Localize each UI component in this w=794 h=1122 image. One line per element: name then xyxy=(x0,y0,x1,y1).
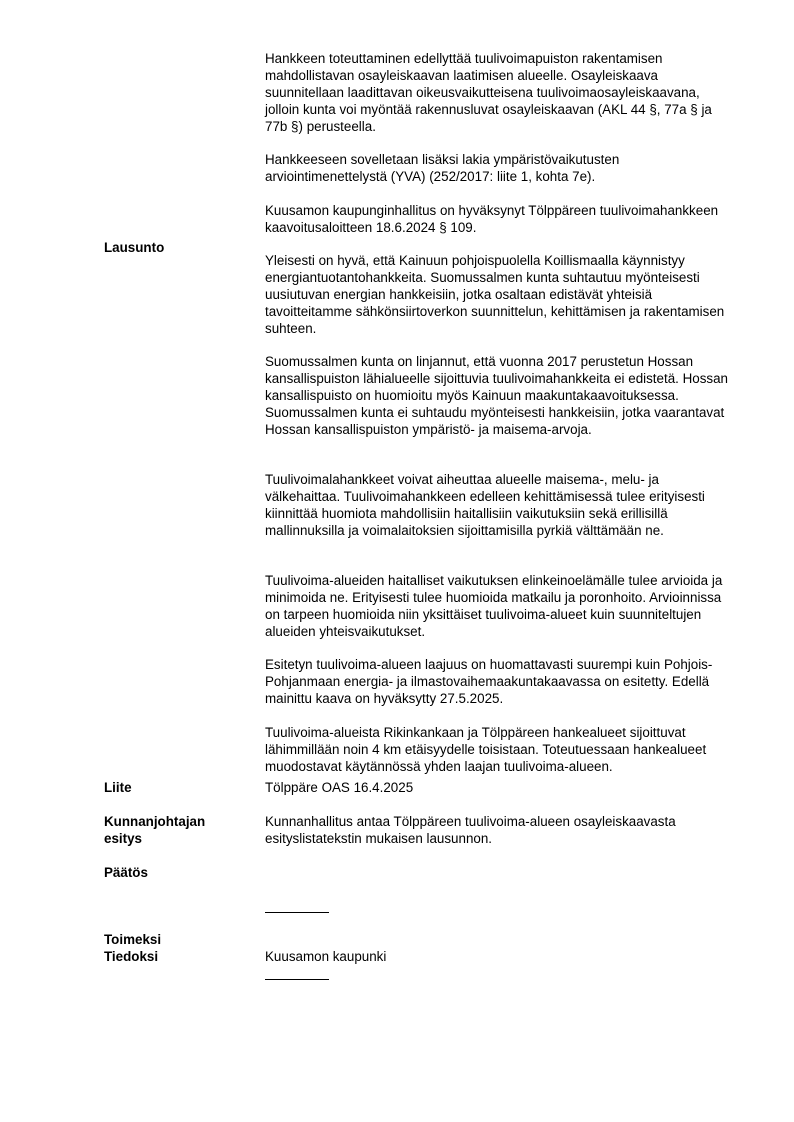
esitys-value: Kunnanhallitus antaa Tölppäreen tuulivoima-alueen osayleiskaavasta esityslistatekstin mukaisen lausunnon. xyxy=(265,814,676,846)
lausunto-paragraph-5: Esitetyn tuulivoima-alueen laajuus on huomattavasti suurempi kuin Pohjois-Pohjanmaan energia- ja ilmastovaihemaakuntakaavassa on esitetty. Edellä mainittu kaava on hyväksytty 27.5.2025. xyxy=(265,657,713,706)
lausunto-paragraph-6: Tuulivoima-alueista Rikinkankaan ja Tölppäreen hankealueet sijoittuvat lähimmillään noin 4 km etäisyydelle toisistaan. Toteutuessaan hankealueet muodostavat käytännössä yhden laajan tuulivoima-alueen. xyxy=(265,725,707,774)
toimeksi-label: Toimeksi xyxy=(104,932,162,947)
tiedoksi-value: Kuusamon kaupunki xyxy=(265,949,387,964)
liite-value: Tölppäre OAS 16.4.2025 xyxy=(265,780,414,795)
paatos-divider xyxy=(265,912,329,913)
paatos-label: Päätös xyxy=(104,865,148,880)
esitys-label: Kunnanjohtajan esitys xyxy=(104,814,206,846)
lausunto-paragraph-1: Yleisesti on hyvä, että Kainuun pohjoispuolella Koillismaalla käynnistyy energiantuotantohankkeita. Suomussalmen kunta suhtautuu myönteisesti uusiutuvan energian hankkeisiin, jotka osaltaan edistävät yhteisiä tavoitteitamme sähkönsiirtoverkon suunnittelun, kehittämisen ja rakentamisen suhteen. xyxy=(265,253,725,336)
intro-paragraph-1: Hankkeen toteuttaminen edellyttää tuulivoimapuiston rakentamisen mahdollistavan osayleiskaavan laatimisen alueelle. Osayleiskaava suunnitellaan laadittavan oikeusvaikutteisena tuulivoimaosayleiskaavana, jolloin kunta voi myöntää rakennusluvat osayleiskaavan (AKL 44 §, 77a § ja 77b §) perusteella. xyxy=(265,51,712,134)
intro-paragraph-2: Hankkeeseen sovelletaan lisäksi lakia ympäristövaikutusten arviointimenettelystä (YVA) (252/2017: liite 1, kohta 7e). xyxy=(265,152,620,185)
lausunto-label: Lausunto xyxy=(104,240,165,255)
tiedoksi-label: Tiedoksi xyxy=(104,949,159,964)
lausunto-paragraph-3: Tuulivoimalahankkeet voivat aiheuttaa alueelle maisema-, melu- ja välkehaittaa. Tuulivoimahankkeen edelleen kehittämisessä tulee erityisesti kiinnittää huomiota mahdollisiin haitallisiin vaikutuksiin sekä erillisillä mallinnuksilla ja voimalaitoksien sijoittamisilla pyrkiä välttämään ne. xyxy=(265,472,705,538)
liite-label: Liite xyxy=(104,780,132,795)
lausunto-paragraph-2: Suomussalmen kunta on linjannut, että vuonna 2017 perustetun Hossan kansallispuiston lähialueelle sijoittuvia tuulivoimahankkeita ei edistetä. Hossan kansallispuisto on huomioitu myös Kainuun maakuntakaavoituksessa. Suomussalmen kunta ei suhtaudu myönteisesti hankkeisiin, jotka vaarantavat Hossan kansallispuiston ympäristö- ja maisema-arvoja. xyxy=(265,354,728,437)
intro-paragraph-3: Kuusamon kaupunginhallitus on hyväksynyt Tölppäreen tuulivoimahankkeen kaavoitusaloitteen 18.6.2024 § 109. xyxy=(265,203,719,236)
lausunto-paragraph-4: Tuulivoima-alueiden haitalliset vaikutuksen elinkeinoelämälle tulee arvioida ja minimoida ne. Erityisesti tulee huomioida matkailu ja poronhoito. Arvioinnissa on tarpeen huomioida niin yksittäiset tuulivoima-alueet kuin suunniteltujen alueiden yhteisvaikutukset. xyxy=(265,573,723,639)
tiedoksi-divider xyxy=(265,979,329,980)
